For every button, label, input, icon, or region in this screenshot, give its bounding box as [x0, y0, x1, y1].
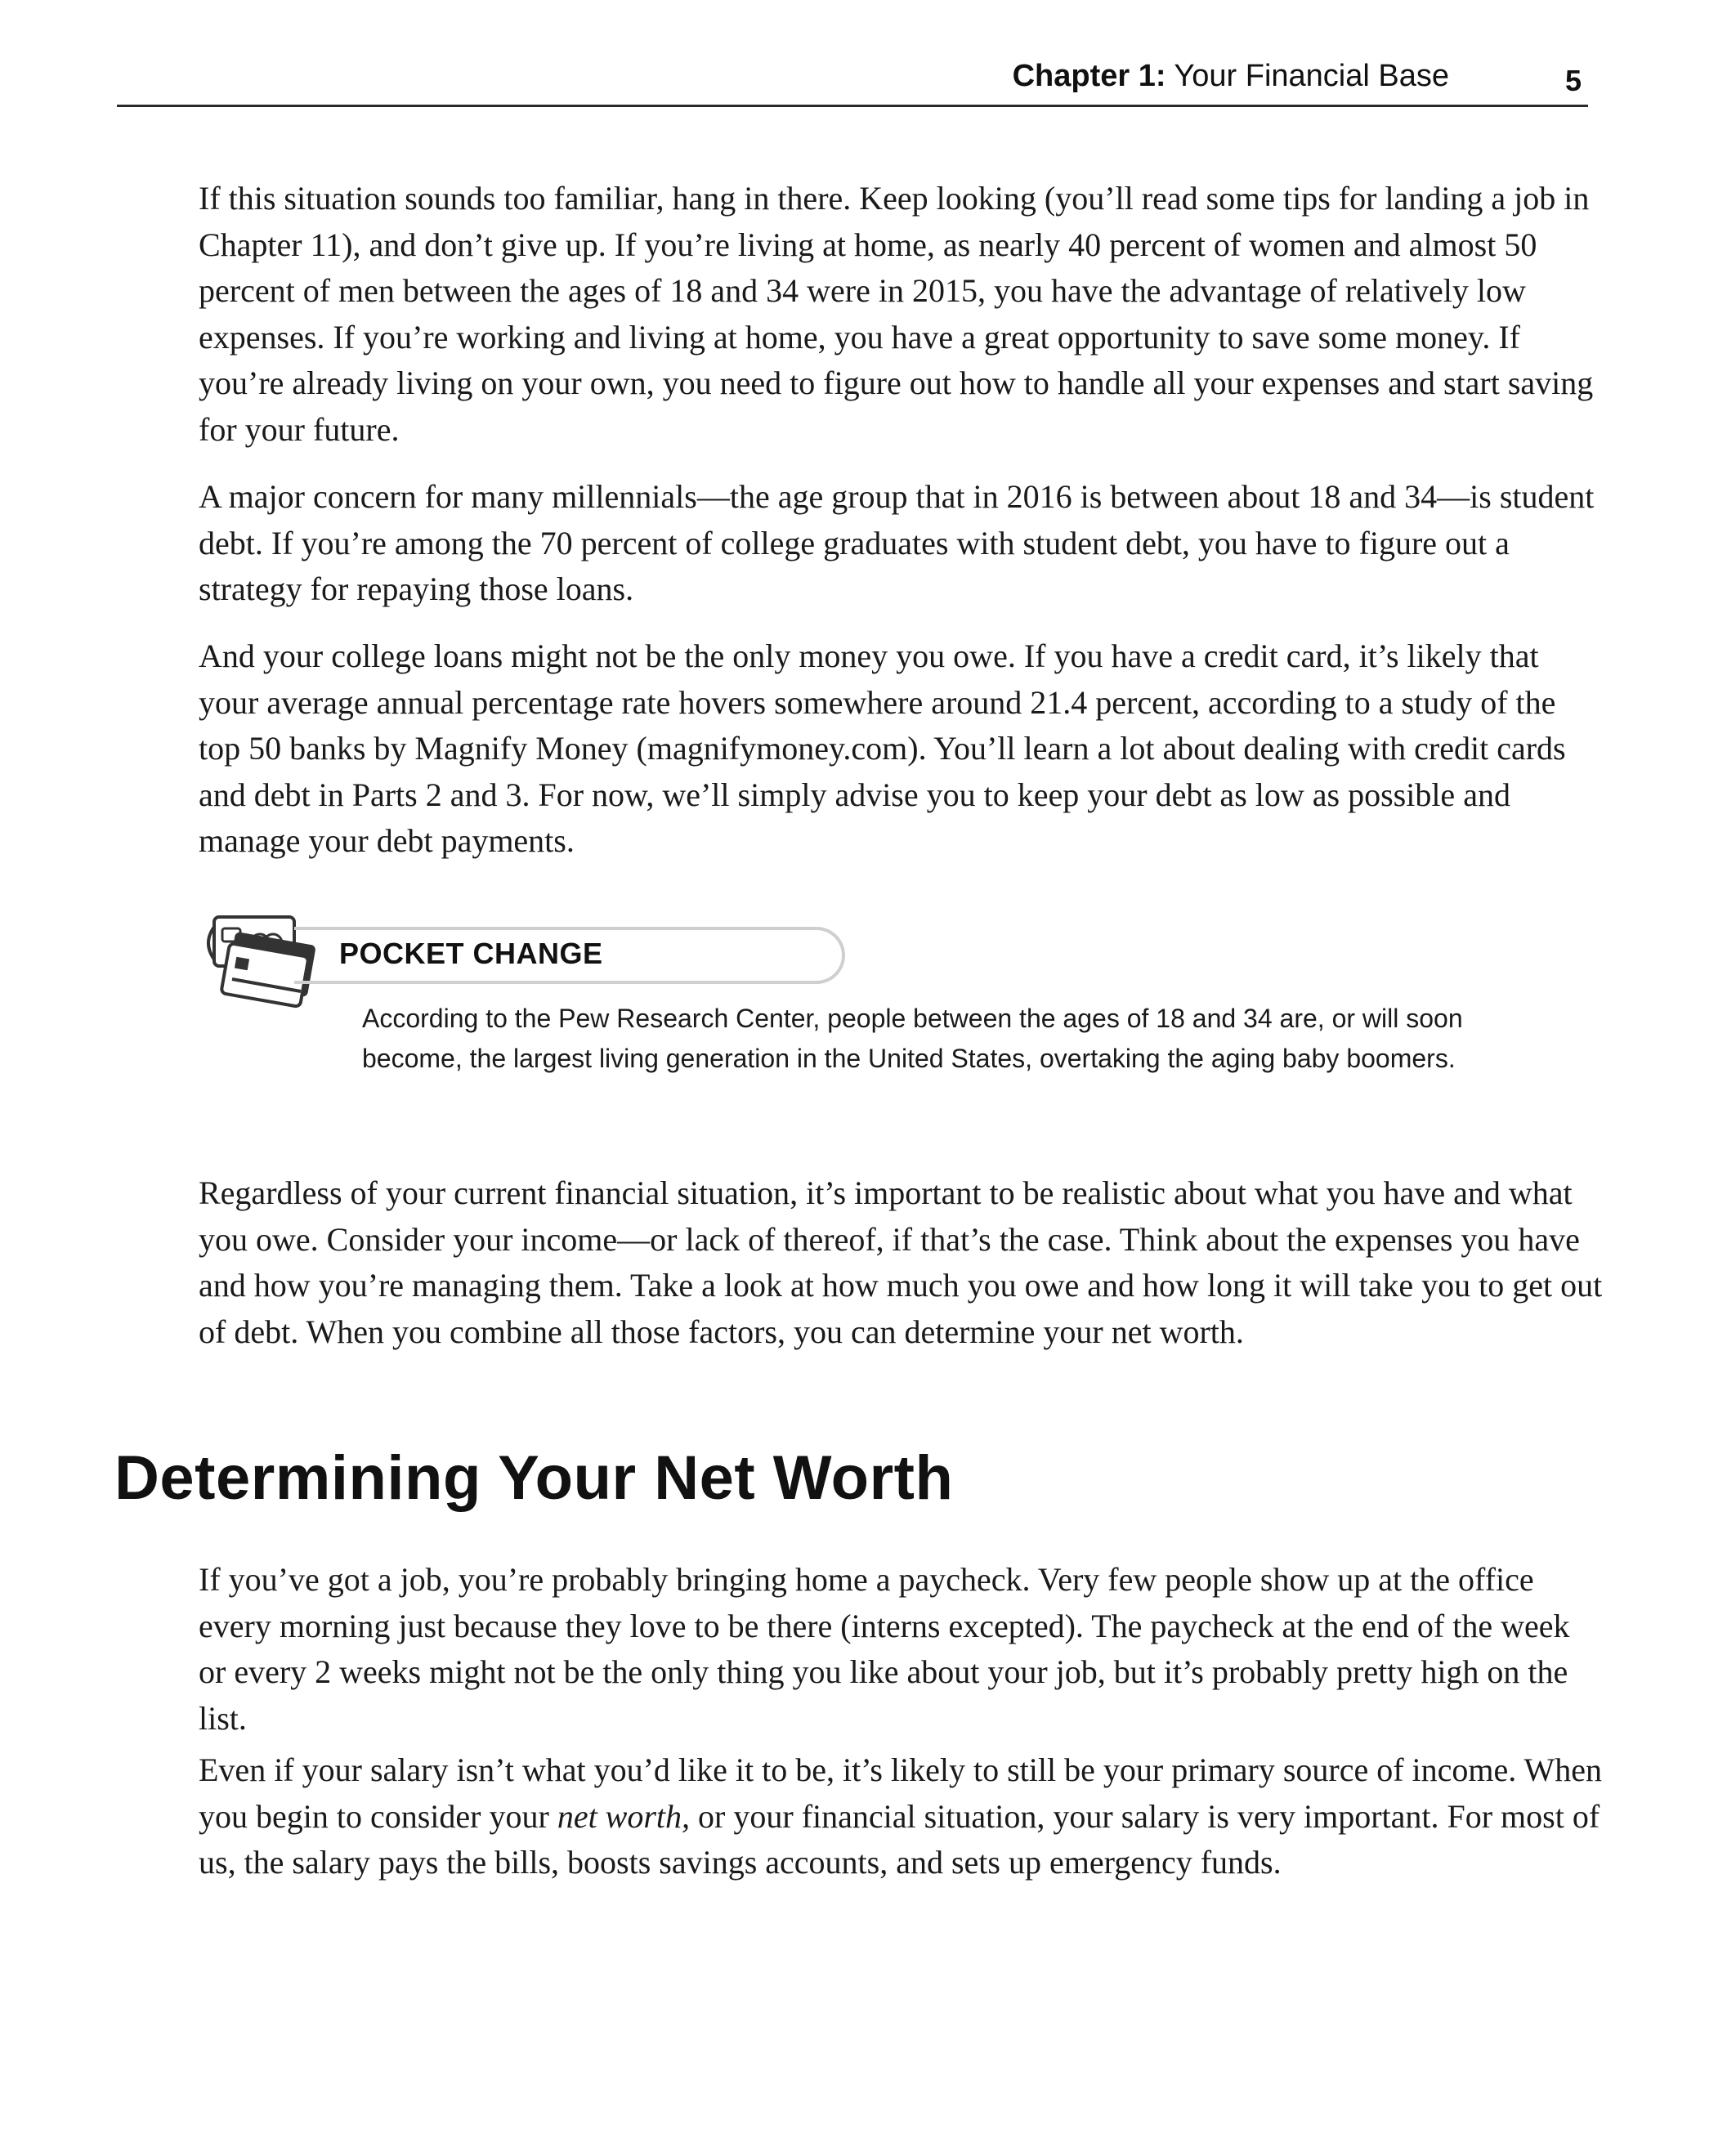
paragraph: Regardless of your current financial situation, it’s important to be realistic about what you have and what you owe. Consider your income—or lack of thereof, if that’s the case. Think about the expenses you have and how you’re managing them. Take a look at how much you owe and how long it will take you to get out of debt. When you combine all those factors, you can determine your net worth. [199, 1174, 1603, 1350]
page-number: 5 [1564, 64, 1582, 97]
chapter-header [1013, 59, 1449, 94]
sidebar-text: According to the Pew Research Center, people between the ages of 18 and 34 are, or will soon become, the largest living generation in the United States, overtaking the aging baby boomers. [362, 1004, 1463, 1073]
defined-term: net worth, [557, 1797, 691, 1835]
text-run: or your financial situation, your salary is very important. For most of us, the salary pays the bills, boosts savings accounts, and sets up emergency funds. [199, 1797, 1600, 1881]
running-header [117, 57, 1588, 107]
paragraph: If this situation sounds too familiar, hang in there. Keep looking (you’ll read some tips for landing a job in Chapter 11), and don’t give up. If you’re living at home, as nearly 40 percent of women and almost 50 percent of men between the ages of 18 and 34 were in 2015, you have the advantage of relatively low expenses. If you’re working and living at home, you have a great opportunity to save some money. If you’re already living on your own, you need to figure out how to handle all your expenses and start saving for your future. [199, 180, 1594, 448]
sidebar-title: POCKET CHANGE [339, 937, 603, 970]
paragraph: A major concern for many millennials—the age group that in 2016 is between about 18 and 34—is student debt. If you’re among the 70 percent of college graduates with student debt, you have to figure out a strategy for repaying those loans. [199, 478, 1595, 607]
section-heading: Determining Your Net Worth [114, 1443, 954, 1513]
chapter-title: Your Financial Base [1174, 59, 1449, 93]
paragraph: If you’ve got a job, you’re probably bringing home a paycheck. Very few people show up at the office every morning just because they love to be there (interns excepted). The paycheck at the end of the week or every 2 weeks might not be the only thing you like about your job, but it’s probably pretty high on the list. [199, 1561, 1570, 1737]
pocket-change-sidebar [196, 907, 1504, 1128]
paragraph [199, 1747, 1604, 1886]
text-run: Even if your salary isn’t what you’d like it to be, it’s likely to still be your primary source of income. When you begin to consider your [199, 1751, 1603, 1835]
chapter-label: Chapter 1: [1012, 59, 1166, 93]
paragraph: And your college loans might not be the only money you owe. If you have a credit card, it’s likely that your average annual percentage rate hovers somewhere around 21.4 percent, according to a study of the top 50 banks by Magnify Money (magnifymoney.com). You’ll learn a lot about dealing with credit cards and debt in Parts 2 and 3. For now, we’ll simply advise you to keep your debt as low as possible and manage your debt payments. [199, 637, 1566, 859]
